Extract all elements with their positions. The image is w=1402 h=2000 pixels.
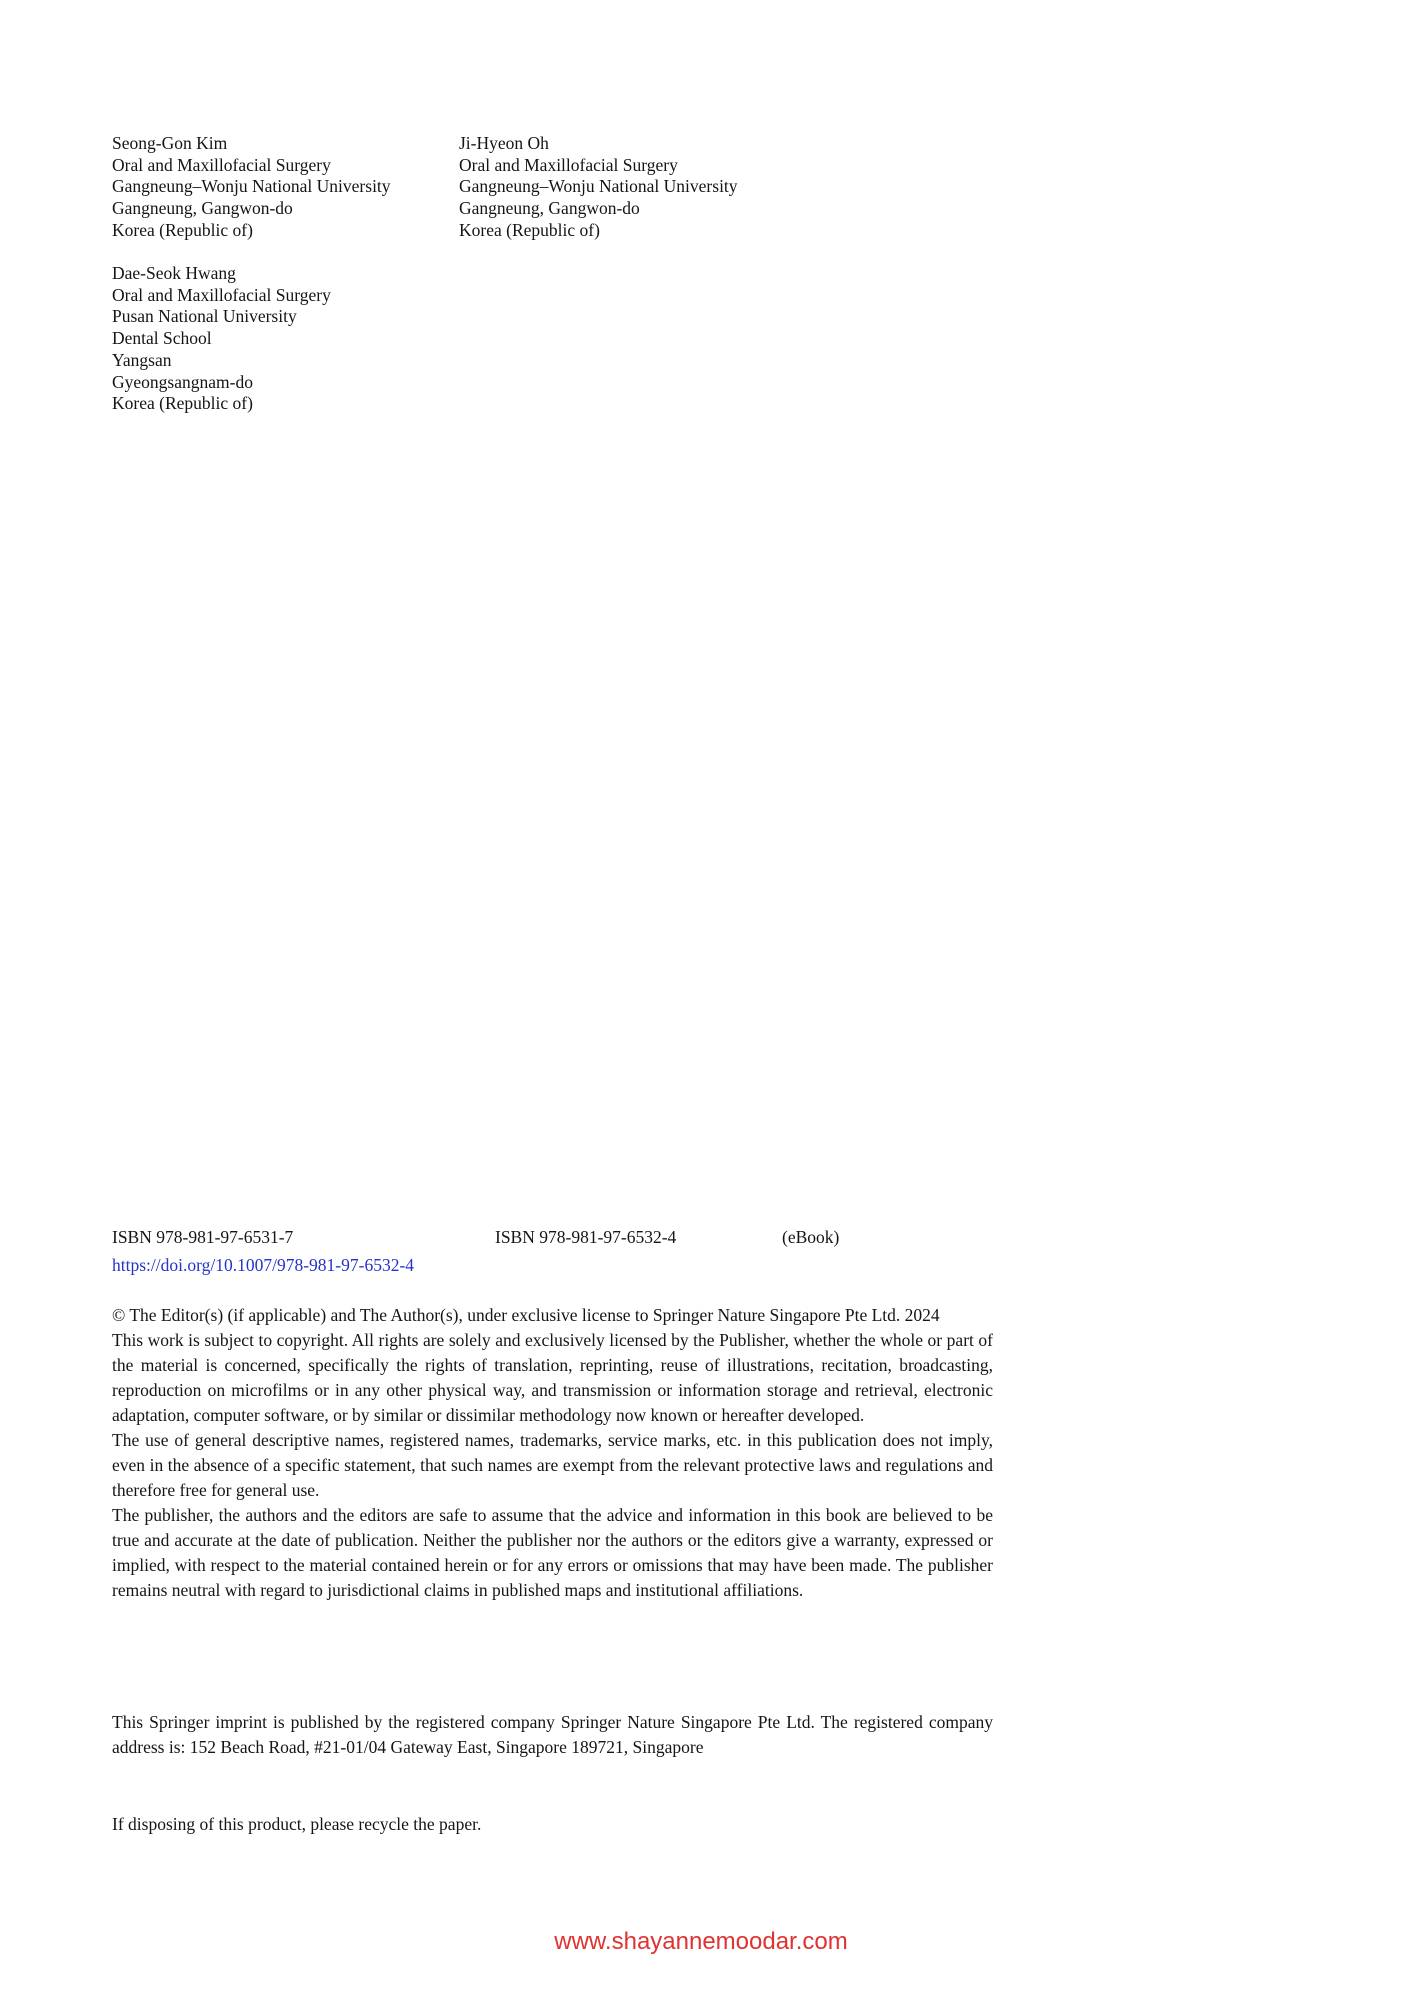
recycle-note: If disposing of this product, please recycle the paper. [112,1814,482,1834]
contributor-affiliation-line: Pusan National University [112,306,297,327]
contributor-affiliation-line: Gangneung–Wonju National University [112,176,391,197]
contributor-affiliation-line: Gangneung, Gangwon-do [459,198,640,219]
contributor-affiliation-line: Korea (Republic of) [459,219,600,240]
copyright-rights-paragraph: This work is subject to copyright. All rights are solely and exclusively licensed by the Publisher, whether the whole or part of the material is concerned, specifically the rights of translation, reprinting, reuse of illustrations, recitation, broadcasting, reproduction on microfilms or in any other physical way, and transmission or information storage and retrieval, electronic adaptation, computer software, or by similar or dissimilar methodology now known or hereafter developed. [112,1330,993,1425]
imprint-paragraph: This Springer imprint is published by the registered company Springer Nature Singapore Pte Ltd. The registered company address is: 152 Beach Road, #21-01/04 Gateway East, Singapore 189721, Singapore [112,1712,993,1757]
copyright-block [112,1303,993,1603]
contributor-affiliation-line: Korea (Republic of) [112,393,253,414]
contributor-affiliation-line: Dental School [112,328,212,349]
contributor-name: Dae-Seok Hwang [112,263,236,283]
contributor-block-hwang [112,263,331,415]
contributor-affiliation-line: Oral and Maxillofacial Surgery [459,154,678,175]
doi-link[interactable]: https://doi.org/10.1007/978-981-97-6532-4 [112,1255,415,1275]
contributor-affiliation-line: Gangneung, Gangwon-do [112,198,293,219]
copyright-disclaimer-paragraph: The publisher, the authors and the editors are safe to assume that the advice and information in this book are believed to be true and accurate at the date of publication. Neither the publisher nor the authors or the editors give a warranty, expressed or implied, with respect to the material contained herein or for any errors or omissions that may have been made. The publisher remains neutral with regard to jurisdictional claims in published maps and institutional affiliations. [112,1505,993,1600]
copyright-names-paragraph: The use of general descriptive names, registered names, trademarks, service marks, etc. in this publication does not imply, even in the absence of a specific statement, that such names are exempt from the relevant protective laws and regulations and therefore free for general use. [112,1430,993,1500]
contributor-affiliation-line: Gyeongsangnam-do [112,371,253,392]
watermark-url[interactable]: www.shayannemoodar.com [554,1928,848,1955]
copyright-license-line: © The Editor(s) (if applicable) and The Author(s), under exclusive license to Springer Nature Singapore Pte Ltd. 2024 [112,1305,940,1325]
isbn-print: ISBN 978-981-97-6531-7 [112,1227,294,1247]
contributor-affiliation-line: Korea (Republic of) [112,219,253,240]
isbn-block [112,1225,993,1278]
contributor-block-kim [112,133,391,242]
contributor-name: Ji-Hyeon Oh [459,133,549,153]
isbn-ebook-suffix: (eBook) [782,1227,840,1247]
contributor-affiliation-line: Yangsan [112,349,172,370]
isbn-line [112,1225,993,1250]
contributor-affiliation-line: Oral and Maxillofacial Surgery [112,154,331,175]
contributor-affiliation-line: Oral and Maxillofacial Surgery [112,284,331,305]
isbn-ebook: ISBN 978-981-97-6532-4 [495,1227,677,1247]
contributor-affiliation-line: Gangneung–Wonju National University [459,176,738,197]
contributor-name: Seong-Gon Kim [112,133,228,153]
contributor-block-oh [459,133,738,242]
